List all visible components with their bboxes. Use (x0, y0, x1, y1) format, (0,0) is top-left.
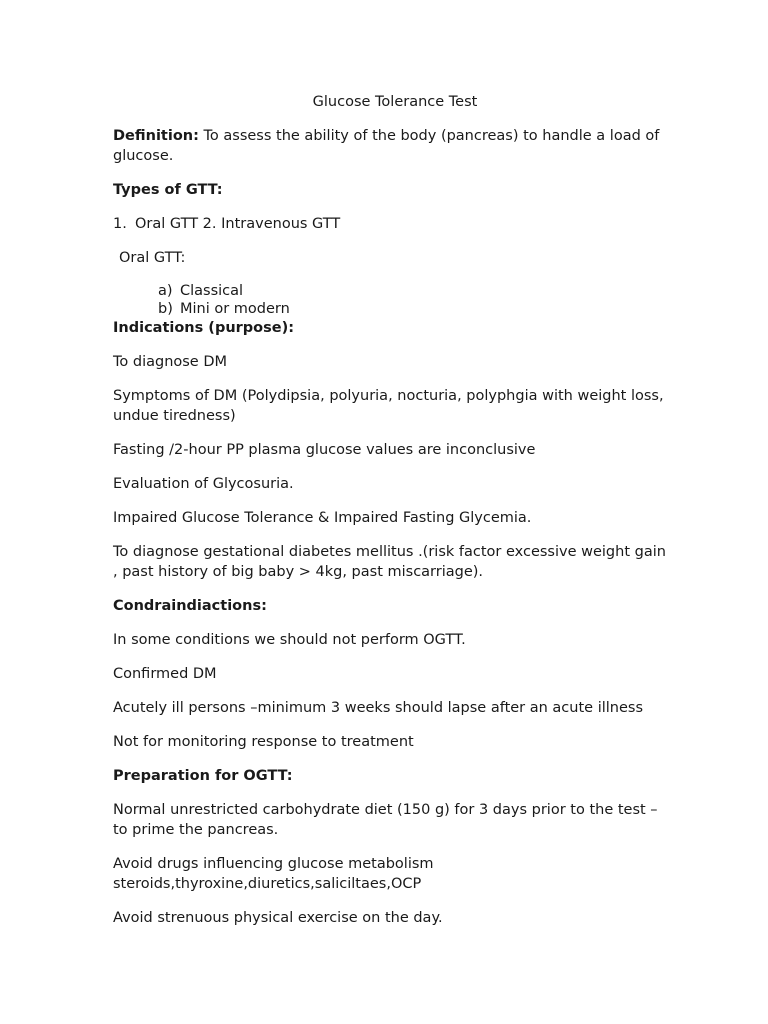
list-item (158, 300, 673, 318)
contraindication-paragraph: Acutely ill persons –minimum 3 weeks should lapse after an acute illness (113, 700, 643, 716)
list-item-text: Classical (180, 283, 244, 299)
types-line-text: Oral GTT 2. Intravenous GTT (135, 216, 341, 232)
preparation-paragraph: Normal unrestricted carbohydrate diet (150 g) for 3 days prior to the test – to prime the pancreas. (113, 802, 658, 838)
list-item (158, 282, 673, 300)
preparation-paragraph: Avoid drugs influencing glucose metabolism steroids,thyroxine,diuretics,saliciltaes,OCP (113, 856, 434, 892)
indication-paragraph: To diagnose gestational diabetes mellitus .(risk factor excessive weight gain , past history of big baby > 4kg, past miscarriage). (113, 544, 666, 580)
types-line-number: 1. (113, 216, 127, 232)
preparation-paragraph: Avoid strenuous physical exercise on the day. (113, 910, 443, 926)
definition-text: To assess the ability of the body (pancreas) to handle a load of glucose. (113, 128, 660, 164)
indication-paragraph: Impaired Glucose Tolerance & Impaired Fasting Glycemia. (113, 510, 532, 526)
preparation-heading: Preparation for OGTT: (113, 768, 293, 784)
definition-label: Definition: (113, 128, 199, 144)
indication-paragraph: Fasting /2-hour PP plasma glucose values are inconclusive (113, 442, 536, 458)
oral-gtt-label: Oral GTT: (119, 250, 186, 266)
page-title: Glucose Tolerance Test (312, 94, 478, 110)
contraindication-paragraph: Not for monitoring response to treatment (113, 734, 414, 750)
indication-paragraph: To diagnose DM (113, 354, 228, 370)
document-body (113, 126, 673, 942)
definition-paragraph (113, 126, 673, 166)
types-heading: Types of GTT: (113, 182, 223, 198)
indications-heading: Indications (purpose): (113, 320, 295, 336)
contraindications-heading: Condraindiactions: (113, 598, 267, 614)
list-item-text: Mini or modern (180, 301, 290, 317)
list-item-marker: b) (158, 301, 173, 317)
list-item-marker: a) (158, 283, 173, 299)
contraindication-paragraph: Confirmed DM (113, 666, 217, 682)
indication-paragraph: Evaluation of Glycosuria. (113, 476, 294, 492)
contraindication-paragraph: In some conditions we should not perform OGTT. (113, 632, 466, 648)
indication-paragraph: Symptoms of DM (Polydipsia, polyuria, nocturia, polyphgia with weight loss, undue tiredness) (113, 388, 664, 424)
types-line (113, 214, 673, 234)
oral-gtt-list (113, 282, 673, 318)
